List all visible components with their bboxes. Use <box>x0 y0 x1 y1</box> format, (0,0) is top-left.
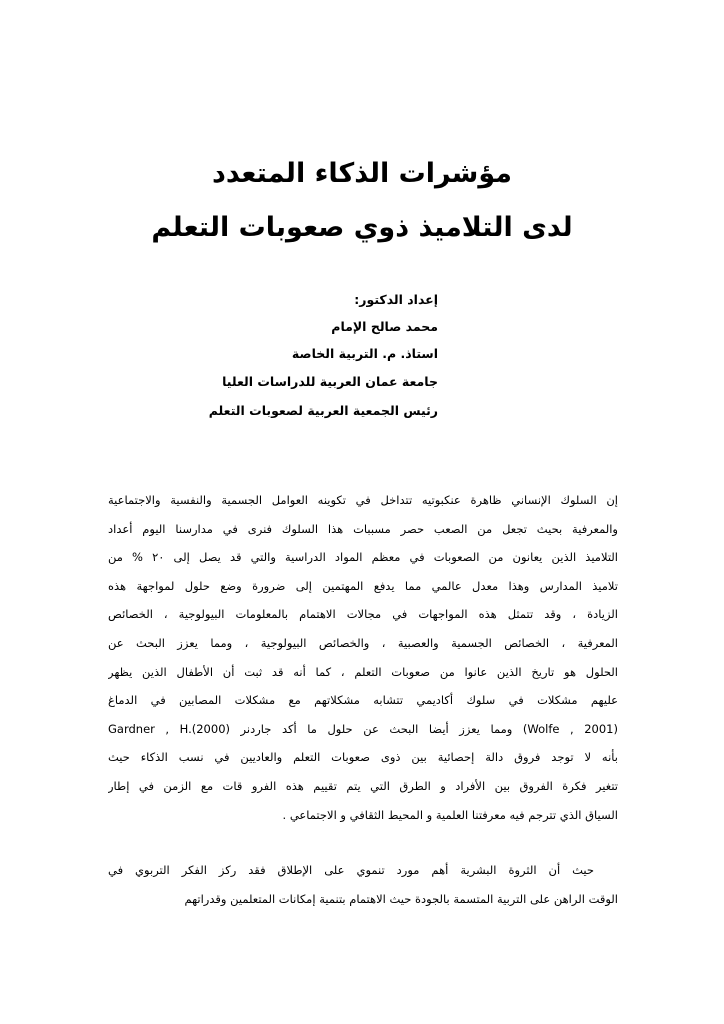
text-line: المعرفية ، الخصائص الجسمية والعصبية ، والخصائص البيولوجية ، ومما يعزز البحث عن <box>108 635 618 650</box>
author-university: جامعة عمان العربية للدراسات العليا <box>222 374 438 389</box>
text-line: إن السلوك الإنساني ظاهرة عنكبوتيه تتداخل في تكوينه العوامل الجسمية والنفسية والاجتماعية <box>108 493 618 507</box>
text-line: والمعرفية بحيث تجعل من الصعب حصر مسببات هذا السلوك فنرى في مدارسنا اليوم أعداد <box>108 521 618 536</box>
text-line: الحلول هو تاريخ الذين عانوا من صعوبات التعلم ، كما أنه قد ثبت أن الأطفال الذين يظهر <box>108 664 618 679</box>
author-name: محمد صالح الإمام <box>331 319 438 334</box>
text-line: عليهم مشكلات في سلوك أكاديمي تتشابه مشكلاتهم مع مشكلات المصابين في الدماغ <box>108 693 618 708</box>
body-paragraph-2 <box>108 856 618 913</box>
author-prepared-by: إعداد الدكتور: <box>354 292 438 307</box>
text-line: تلاميذ المدارس وهذا معدل عالمي مما يدفع المهتمين إلى ضرورة وضع حلول لمواجهة هذه <box>108 578 618 593</box>
text-line: التلاميذ الذين يعانون من الصعوبات في معظم المواد الدراسية والتي قد يصل إلى ٢٠ % من <box>108 550 618 565</box>
text-line: (Wolfe , 2001) ومما يعزز أيضا البحث عن حلول ما أكد جاردنر Gardner , H.(2000) <box>108 721 618 736</box>
text-line: حيث أن الثروة البشرية أهم مورد تنموي على الإطلاق فقد ركز الفكر التربوي في <box>108 863 594 877</box>
title-line-1: مؤشرات الذكاء المتعدد <box>211 158 513 189</box>
text-line: الوقت الراهن على التربية المتسمة بالجودة حيث الاهتمام بتنمية إمكانات المتعلمين وقدراتهم <box>184 891 618 906</box>
text-line: تتغير فكرة الفروق بين الأفراد و الطرق التي يتم تقييم هذه الفرو قات مع الزمن في إطار <box>108 778 618 793</box>
title-line-2: لدى التلاميذ ذوي صعوبات التعلم <box>151 212 573 243</box>
body-paragraph-1 <box>108 486 618 829</box>
text-line: بأنه لا توجد فروق دالة إحصائية بين ذوى صعوبات التعلم والعاديين في نسب الذكاء حيث <box>108 750 618 765</box>
author-position: استاذ. م. التربية الخاصة <box>291 346 438 361</box>
author-society: رئيس الجمعية العربية لصعوبات التعلم <box>208 403 438 418</box>
text-line: الزيادة ، وقد تتمثل هذه المواجهات في مجالات الاهتمام بالمعلومات البيولوجية ، الخصائص <box>108 607 618 622</box>
text-line: السياق الذي تترجم فيه معرفتنا العلمية و المحيط الثقافي و الاجتماعي . <box>282 807 618 822</box>
